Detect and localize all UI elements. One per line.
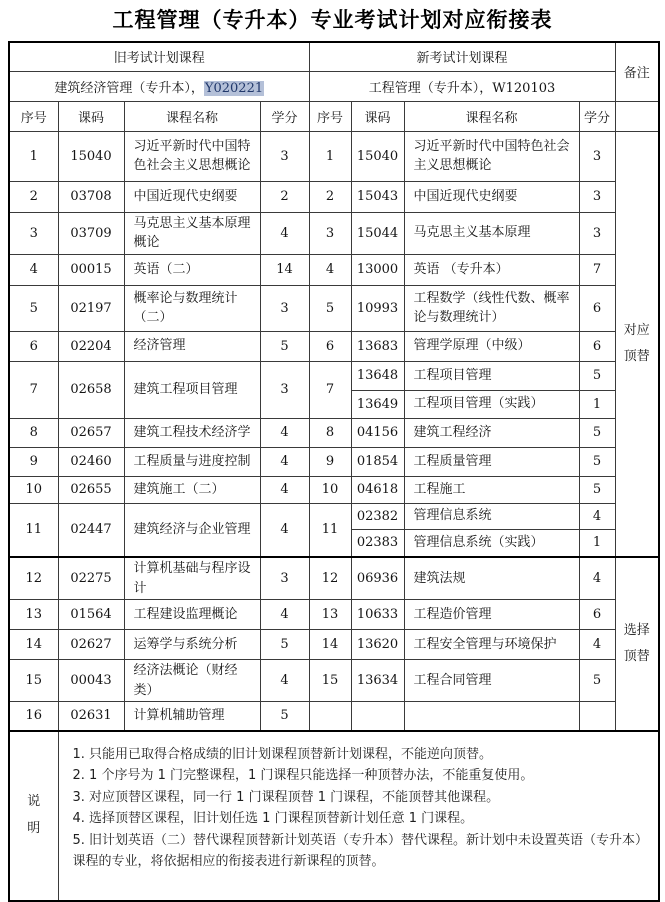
new-course-code: 13000	[351, 254, 404, 285]
new-course-name: 工程项目管理（实践）	[404, 390, 579, 418]
new-course-credit: 4	[579, 630, 615, 660]
table-row	[9, 71, 659, 101]
old-course-name: 建筑工程项目管理	[124, 361, 260, 418]
remark-empty-cell	[615, 101, 659, 131]
old-course-no: 7	[9, 361, 58, 418]
old-course-no: 4	[9, 254, 58, 285]
new-course-no: 4	[309, 254, 351, 285]
new-course-code: 15043	[351, 181, 404, 212]
new-course-name: 工程造价管理	[404, 600, 579, 630]
old-course-no: 1	[9, 131, 58, 181]
new-course-name: 建筑工程经济	[404, 418, 579, 447]
new-course-name: 工程安全管理与环境保护	[404, 630, 579, 660]
old-course-code: 02447	[58, 503, 124, 557]
old-course-credit: 4	[260, 660, 309, 702]
new-course-name: 管理信息系统	[404, 503, 579, 529]
old-course-code: 02631	[58, 702, 124, 731]
remark-header: 备注	[615, 42, 659, 101]
new-course-code: 10993	[351, 285, 404, 331]
old-course-name: 计算机辅助管理	[124, 702, 260, 731]
new-course-name: 工程数学（线性代数、概率论与数理统计）	[404, 285, 579, 331]
old-course-code: 02627	[58, 630, 124, 660]
new-course-name: 习近平新时代中国特色社会主义思想概论	[404, 131, 579, 181]
new-course-credit: 1	[579, 390, 615, 418]
col-header-new-no: 序号	[309, 101, 351, 131]
old-course-no: 14	[9, 630, 58, 660]
table-row	[9, 731, 659, 901]
old-course-no: 6	[9, 331, 58, 361]
old-course-name: 计算机基础与程序设计	[124, 557, 260, 600]
note-item: 1. 只能用已取得合格成绩的旧计划课程顶替新计划课程，不能逆向顶替。	[72, 746, 493, 762]
new-course-no: 5	[309, 285, 351, 331]
old-major-cell	[9, 71, 309, 101]
old-course-credit: 3	[260, 361, 309, 418]
old-course-no: 2	[9, 181, 58, 212]
new-course-name: 马克思主义基本原理	[404, 212, 579, 254]
table-row	[9, 101, 659, 131]
old-course-name: 建筑施工（二）	[124, 476, 260, 503]
new-course-name: 建筑法规	[404, 557, 579, 600]
table-row	[9, 131, 659, 181]
note-item: 3. 对应顶替区课程，同一行 1 门课程顶替 1 门课程，不能顶替其他课程。	[72, 789, 500, 805]
new-course-name: 管理学原理（中级）	[404, 331, 579, 361]
old-course-name: 运筹学与系统分析	[124, 630, 260, 660]
old-course-code: 02657	[58, 418, 124, 447]
old-course-name: 经济管理	[124, 331, 260, 361]
old-course-name: 建筑工程技术经济学	[124, 418, 260, 447]
old-course-credit: 4	[260, 503, 309, 557]
new-course-code	[351, 702, 404, 731]
col-header-old-credit: 学分	[260, 101, 309, 131]
new-course-credit: 6	[579, 331, 615, 361]
old-course-credit: 5	[260, 702, 309, 731]
old-course-code: 02197	[58, 285, 124, 331]
new-course-no: 1	[309, 131, 351, 181]
table-row	[9, 447, 659, 476]
new-course-code: 15040	[351, 131, 404, 181]
table-row	[9, 285, 659, 331]
table-row	[9, 212, 659, 254]
old-course-name: 中国近现代史纲要	[124, 181, 260, 212]
notes-content	[58, 731, 659, 901]
old-course-code: 02275	[58, 557, 124, 600]
col-header-old-no: 序号	[9, 101, 58, 131]
old-course-code: 02460	[58, 447, 124, 476]
new-course-name: 工程合同管理	[404, 660, 579, 702]
new-course-no: 9	[309, 447, 351, 476]
new-course-credit: 3	[579, 181, 615, 212]
new-course-credit: 3	[579, 212, 615, 254]
table-row	[9, 418, 659, 447]
note-item: 4. 选择顶替区课程，旧计划任选 1 门课程顶替新计划任意 1 门课程。	[72, 811, 474, 826]
old-major-code-highlighted: Y020221	[204, 80, 264, 96]
table-row	[9, 476, 659, 503]
note-item: 2. 1 个序号为 1 门完整课程，1 门课程只能选择一种顶替办法，不能重复使用。	[72, 768, 534, 783]
new-course-no: 12	[309, 557, 351, 600]
new-course-credit: 5	[579, 418, 615, 447]
old-course-code: 01564	[58, 600, 124, 630]
new-course-credit: 3	[579, 131, 615, 181]
old-course-no: 11	[9, 503, 58, 557]
notes-label: 说明	[9, 731, 58, 901]
old-course-no: 15	[9, 660, 58, 702]
new-course-no: 8	[309, 418, 351, 447]
old-course-no: 3	[9, 212, 58, 254]
old-course-credit: 4	[260, 418, 309, 447]
old-course-no: 9	[9, 447, 58, 476]
new-course-credit: 5	[579, 447, 615, 476]
page-title: 工程管理（专升本）专业考试计划对应衔接表	[112, 7, 553, 32]
old-course-no: 5	[9, 285, 58, 331]
new-course-no: 10	[309, 476, 351, 503]
old-course-code: 03708	[58, 181, 124, 212]
old-course-no: 16	[9, 702, 58, 731]
old-course-credit: 5	[260, 331, 309, 361]
table-row	[9, 600, 659, 630]
new-course-no: 11	[309, 503, 351, 557]
old-course-name: 英语（二）	[124, 254, 260, 285]
table-row	[9, 630, 659, 660]
old-course-credit: 4	[260, 447, 309, 476]
new-course-credit: 7	[579, 254, 615, 285]
old-course-code: 00015	[58, 254, 124, 285]
remark-choose: 选择顶替	[615, 557, 659, 731]
col-header-old-name: 课程名称	[124, 101, 260, 131]
col-header-new-name: 课程名称	[404, 101, 579, 131]
new-course-code: 02383	[351, 529, 404, 557]
old-course-no: 13	[9, 600, 58, 630]
new-course-code: 13649	[351, 390, 404, 418]
new-course-code: 04156	[351, 418, 404, 447]
table-row	[9, 331, 659, 361]
table-row	[9, 503, 659, 529]
new-course-code: 15044	[351, 212, 404, 254]
new-course-name	[404, 702, 579, 731]
table-row	[9, 557, 659, 600]
new-course-credit: 6	[579, 600, 615, 630]
new-course-credit: 1	[579, 529, 615, 557]
new-course-no: 15	[309, 660, 351, 702]
new-course-code: 01854	[351, 447, 404, 476]
old-course-credit: 3	[260, 285, 309, 331]
old-course-credit: 2	[260, 181, 309, 212]
new-course-code: 06936	[351, 557, 404, 600]
old-course-code: 02204	[58, 331, 124, 361]
new-course-code: 13634	[351, 660, 404, 702]
new-course-credit: 4	[579, 503, 615, 529]
old-course-name: 工程质量与进度控制	[124, 447, 260, 476]
new-course-no: 2	[309, 181, 351, 212]
remark-correspond: 对应顶替	[615, 131, 659, 557]
old-course-name: 概率论与数理统计（二）	[124, 285, 260, 331]
old-course-code: 02655	[58, 476, 124, 503]
col-header-new-credit: 学分	[579, 101, 615, 131]
old-course-name: 马克思主义基本原理概论	[124, 212, 260, 254]
old-major-label: 建筑经济管理（专升本），	[54, 80, 204, 96]
old-course-code: 00043	[58, 660, 124, 702]
new-course-name: 英语 （专升本）	[404, 254, 579, 285]
new-course-code: 04618	[351, 476, 404, 503]
new-course-code: 13648	[351, 361, 404, 390]
new-course-code: 13683	[351, 331, 404, 361]
old-course-no: 12	[9, 557, 58, 600]
old-course-credit: 3	[260, 557, 309, 600]
old-course-credit: 4	[260, 212, 309, 254]
old-course-name: 建筑经济与企业管理	[124, 503, 260, 557]
old-course-code: 02658	[58, 361, 124, 418]
new-course-credit: 6	[579, 285, 615, 331]
new-course-name: 工程质量管理	[404, 447, 579, 476]
new-course-credit: 5	[579, 476, 615, 503]
old-course-name: 习近平新时代中国特色社会主义思想概论	[124, 131, 260, 181]
new-course-code: 10633	[351, 600, 404, 630]
new-plan-header: 新考试计划课程	[309, 42, 615, 71]
table-row	[9, 181, 659, 212]
old-course-credit: 3	[260, 131, 309, 181]
table-row	[9, 361, 659, 390]
new-course-no	[309, 702, 351, 731]
new-course-name: 管理信息系统（实践）	[404, 529, 579, 557]
course-mapping-table	[8, 41, 660, 902]
new-course-no: 3	[309, 212, 351, 254]
table-row	[9, 42, 659, 71]
old-course-credit: 4	[260, 600, 309, 630]
old-course-credit: 14	[260, 254, 309, 285]
old-course-name: 工程建设监理概论	[124, 600, 260, 630]
new-course-credit: 5	[579, 660, 615, 702]
old-course-credit: 4	[260, 476, 309, 503]
new-course-no: 6	[309, 331, 351, 361]
new-course-credit: 4	[579, 557, 615, 600]
old-plan-header: 旧考试计划课程	[9, 42, 309, 71]
new-course-no: 14	[309, 630, 351, 660]
new-course-name: 工程施工	[404, 476, 579, 503]
table-row	[9, 702, 659, 731]
table-row	[9, 254, 659, 285]
old-course-code: 03709	[58, 212, 124, 254]
new-course-name: 工程项目管理	[404, 361, 579, 390]
table-row	[9, 660, 659, 702]
new-course-no: 13	[309, 600, 351, 630]
old-course-name: 经济法概论（财经类）	[124, 660, 260, 702]
col-header-new-code: 课码	[351, 101, 404, 131]
old-course-no: 10	[9, 476, 58, 503]
new-major-cell: 工程管理（专升本），W120103	[309, 71, 615, 101]
new-course-credit	[579, 702, 615, 731]
new-course-code: 02382	[351, 503, 404, 529]
note-item: 5. 旧计划英语（二）替代课程顶替新计划英语（专升本）替代课程。新计划中未设置英语（专升本）课程的专业，将依据相应的衔接表进行新课程的顶替。	[72, 832, 649, 869]
new-course-no: 7	[309, 361, 351, 418]
new-course-credit: 5	[579, 361, 615, 390]
new-course-name: 中国近现代史纲要	[404, 181, 579, 212]
new-course-code: 13620	[351, 630, 404, 660]
old-course-no: 8	[9, 418, 58, 447]
old-course-credit: 5	[260, 630, 309, 660]
col-header-old-code: 课码	[58, 101, 124, 131]
old-course-code: 15040	[58, 131, 124, 181]
